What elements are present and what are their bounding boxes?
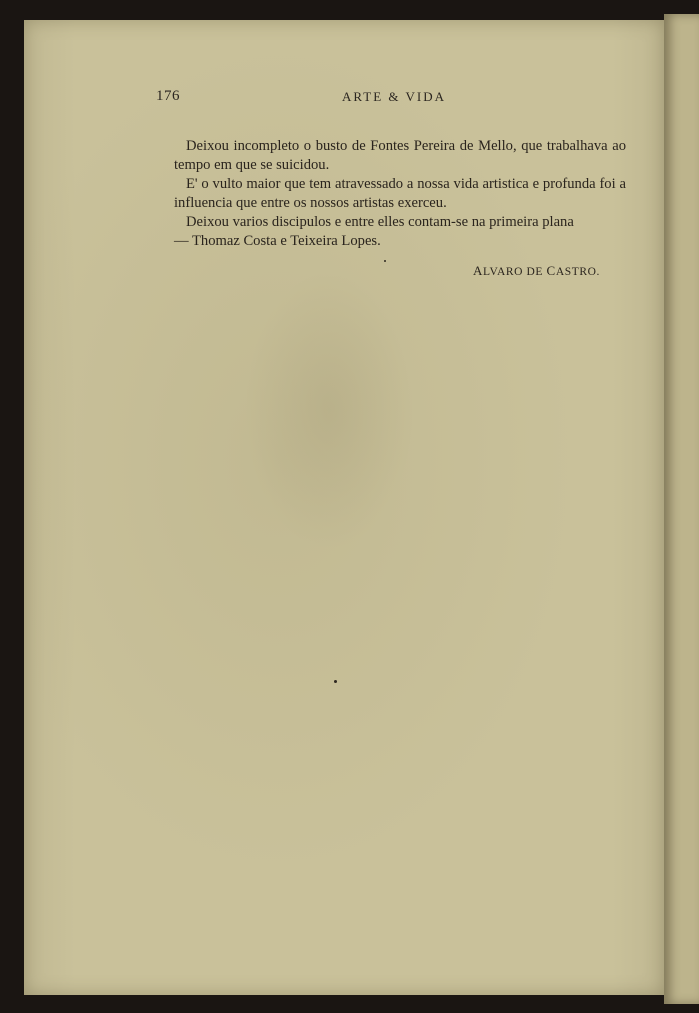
- paragraph: E' o vulto maior que tem atravessado a nossa vida artistica e profunda foi a influencia que entre os nossos artistas exerceu.: [174, 176, 626, 211]
- signature-initial: C: [546, 263, 556, 278]
- article-text: [174, 137, 626, 251]
- author-signature: [473, 263, 600, 279]
- paragraph: — Thomaz Costa e Teixeira Lopes.: [174, 233, 381, 249]
- bleed-through-shadow: [244, 270, 414, 550]
- running-title: ARTE & VIDA: [341, 89, 447, 104]
- signature-text: LVARO DE: [482, 266, 547, 278]
- page-number: 176: [156, 88, 180, 104]
- signature-text: ASTRO.: [555, 266, 600, 278]
- signature-initial: A: [472, 263, 483, 278]
- paragraph: Deixou varios discipulos e entre elles contam-se na primeira plana: [186, 214, 574, 230]
- ink-speck: [384, 260, 386, 262]
- ink-speck: [334, 680, 337, 683]
- adjacent-page-edge: [664, 14, 699, 1004]
- paragraph: Deixou incompleto o busto de Fontes Pereira de Mello, que trabalhava ao tempo em que se suicidou.: [174, 138, 626, 173]
- page-header: [156, 88, 632, 110]
